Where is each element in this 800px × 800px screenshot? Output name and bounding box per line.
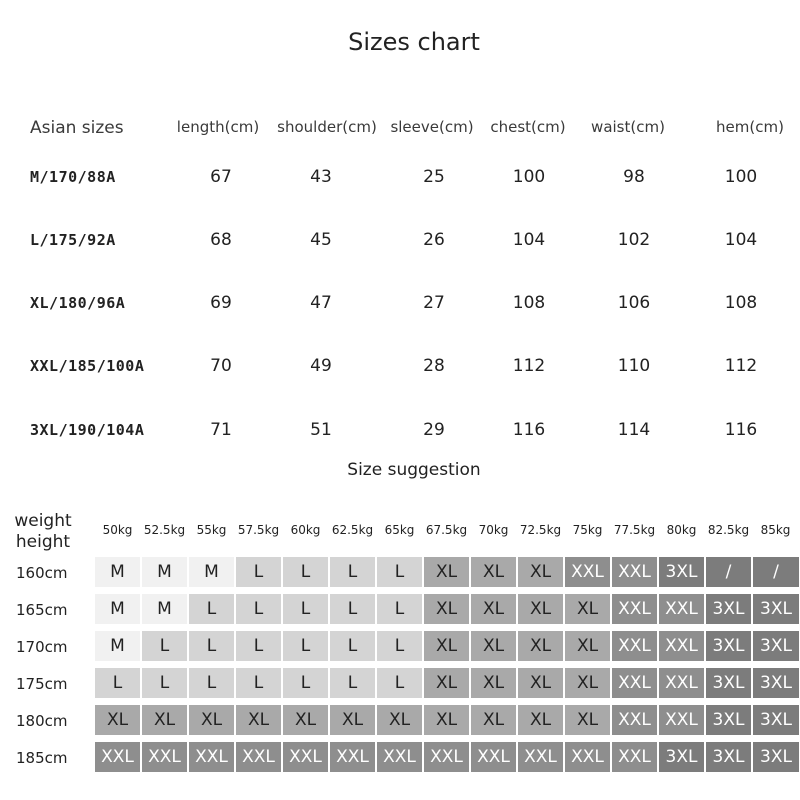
size-cell: 3XL bbox=[658, 741, 705, 773]
size-cell: XL bbox=[517, 667, 564, 699]
column-header: shoulder(cm) bbox=[277, 118, 377, 136]
size-cell: XL bbox=[564, 630, 611, 662]
size-cell: XL bbox=[564, 593, 611, 625]
size-cell: XL bbox=[564, 704, 611, 736]
table-cell: 25 bbox=[423, 167, 445, 187]
column-header: waist(cm) bbox=[591, 118, 665, 136]
weight-header: 82.5kg bbox=[707, 523, 750, 537]
size-cell: XXL bbox=[564, 556, 611, 588]
weight-header: 77.5kg bbox=[613, 523, 656, 537]
size-cell: XXL bbox=[611, 704, 658, 736]
column-header: hem(cm) bbox=[716, 118, 784, 136]
size-cell: M bbox=[188, 556, 235, 588]
table-cell: 43 bbox=[310, 167, 332, 187]
size-cell: XL bbox=[470, 630, 517, 662]
size-cell: 3XL bbox=[752, 667, 800, 699]
size-cell: XL bbox=[517, 593, 564, 625]
size-cell: L bbox=[282, 667, 329, 699]
size-cell: XXL bbox=[470, 741, 517, 773]
size-cell: M bbox=[94, 556, 141, 588]
size-cell: XL bbox=[423, 667, 470, 699]
size-cell: XXL bbox=[611, 741, 658, 773]
size-cell: XXL bbox=[376, 741, 423, 773]
size-cell: XXL bbox=[282, 741, 329, 773]
size-label: XL/180/96A bbox=[30, 294, 126, 312]
size-cell: M bbox=[141, 556, 188, 588]
size-cell: XL bbox=[423, 593, 470, 625]
size-cell: M bbox=[94, 630, 141, 662]
table-cell: 98 bbox=[623, 167, 645, 187]
size-cell: XL bbox=[564, 667, 611, 699]
size-label: L/175/92A bbox=[30, 231, 116, 249]
size-cell: 3XL bbox=[752, 741, 800, 773]
size-cell: XXL bbox=[564, 741, 611, 773]
table-cell: 104 bbox=[512, 230, 546, 250]
table-cell: 26 bbox=[423, 230, 445, 250]
weight-header: 75kg bbox=[572, 523, 603, 537]
table-cell: 104 bbox=[724, 230, 758, 250]
weight-header: 72.5kg bbox=[519, 523, 562, 537]
height-header: 180cm bbox=[16, 712, 68, 730]
weight-header: 80kg bbox=[666, 523, 697, 537]
size-cell: XL bbox=[470, 593, 517, 625]
size-cell: 3XL bbox=[752, 630, 800, 662]
size-cell: XL bbox=[470, 556, 517, 588]
size-cell: XL bbox=[470, 667, 517, 699]
size-label: XXL/185/100A bbox=[30, 357, 145, 375]
weight-header: 57.5kg bbox=[237, 523, 280, 537]
size-cell: L bbox=[141, 630, 188, 662]
size-cell: L bbox=[141, 667, 188, 699]
size-cell: XXL bbox=[611, 667, 658, 699]
height-header: 165cm bbox=[16, 601, 68, 619]
size-cell: XXL bbox=[611, 593, 658, 625]
size-cell: XXL bbox=[188, 741, 235, 773]
size-cell: XL bbox=[517, 556, 564, 588]
weight-header: 67.5kg bbox=[425, 523, 468, 537]
size-cell: L bbox=[329, 630, 376, 662]
size-cell: XL bbox=[517, 704, 564, 736]
table-cell: 68 bbox=[210, 230, 232, 250]
size-cell: XXL bbox=[658, 593, 705, 625]
size-cell: L bbox=[94, 667, 141, 699]
table-cell: 114 bbox=[617, 420, 651, 440]
size-cell: 3XL bbox=[705, 630, 752, 662]
size-cell: L bbox=[329, 593, 376, 625]
height-header: 160cm bbox=[16, 564, 68, 582]
size-cell: L bbox=[235, 630, 282, 662]
size-cell: L bbox=[188, 630, 235, 662]
weight-header: 70kg bbox=[478, 523, 509, 537]
size-cell: 3XL bbox=[705, 593, 752, 625]
size-cell: L bbox=[329, 556, 376, 588]
size-cell: XXL bbox=[235, 741, 282, 773]
size-cell: 3XL bbox=[705, 741, 752, 773]
table-cell: 112 bbox=[724, 356, 758, 376]
weight-header: 52.5kg bbox=[143, 523, 186, 537]
size-cell: XL bbox=[517, 630, 564, 662]
size-cell: XXL bbox=[329, 741, 376, 773]
size-cell: 3XL bbox=[752, 593, 800, 625]
suggestion-title: Size suggestion bbox=[347, 460, 481, 480]
table-cell: 67 bbox=[210, 167, 232, 187]
weight-header: 55kg bbox=[196, 523, 227, 537]
table-cell: 49 bbox=[310, 356, 332, 376]
size-cell: XL bbox=[423, 630, 470, 662]
column-header: sleeve(cm) bbox=[390, 118, 474, 136]
weight-label: weight bbox=[14, 511, 72, 531]
table-cell: 100 bbox=[724, 167, 758, 187]
table-cell: 108 bbox=[512, 293, 546, 313]
size-cell: L bbox=[282, 630, 329, 662]
column-header: length(cm) bbox=[176, 118, 260, 136]
size-cell: XXL bbox=[611, 630, 658, 662]
size-cell: XXL bbox=[517, 741, 564, 773]
size-cell: 3XL bbox=[658, 556, 705, 588]
weight-header: 50kg bbox=[102, 523, 133, 537]
column-header: chest(cm) bbox=[490, 118, 566, 136]
size-cell: / bbox=[705, 556, 752, 588]
size-cell: L bbox=[376, 667, 423, 699]
size-cell: L bbox=[235, 556, 282, 588]
size-cell: 3XL bbox=[705, 704, 752, 736]
size-cell: 3XL bbox=[705, 667, 752, 699]
size-cell: XL bbox=[423, 704, 470, 736]
size-cell: XXL bbox=[658, 630, 705, 662]
table-cell: 70 bbox=[210, 356, 232, 376]
height-label: height bbox=[15, 532, 71, 552]
size-cell: XL bbox=[94, 704, 141, 736]
table-cell: 116 bbox=[512, 420, 546, 440]
table-cell: 100 bbox=[512, 167, 546, 187]
size-cell: XL bbox=[235, 704, 282, 736]
height-header: 170cm bbox=[16, 638, 68, 656]
size-cell: XL bbox=[329, 704, 376, 736]
table-cell: 28 bbox=[423, 356, 445, 376]
height-header: 185cm bbox=[16, 749, 68, 767]
size-cell: XXL bbox=[658, 704, 705, 736]
table-cell: 47 bbox=[310, 293, 332, 313]
size-label: M/170/88A bbox=[30, 168, 116, 186]
size-cell: / bbox=[752, 556, 800, 588]
size-cell: L bbox=[235, 593, 282, 625]
size-cell: XL bbox=[141, 704, 188, 736]
size-cell: L bbox=[282, 593, 329, 625]
table-cell: 29 bbox=[423, 420, 445, 440]
size-cell: XL bbox=[470, 704, 517, 736]
weight-header: 60kg bbox=[290, 523, 321, 537]
weight-header: 62.5kg bbox=[331, 523, 374, 537]
size-cell: XL bbox=[282, 704, 329, 736]
size-cell: M bbox=[141, 593, 188, 625]
table-cell: 116 bbox=[724, 420, 758, 440]
size-cell: L bbox=[376, 556, 423, 588]
page-title: Sizes chart bbox=[348, 28, 480, 56]
height-header: 175cm bbox=[16, 675, 68, 693]
size-cell: XXL bbox=[658, 667, 705, 699]
table-cell: 45 bbox=[310, 230, 332, 250]
table-cell: 106 bbox=[617, 293, 651, 313]
size-cell: XL bbox=[423, 556, 470, 588]
size-cell: XXL bbox=[94, 741, 141, 773]
size-cell: XL bbox=[188, 704, 235, 736]
table-cell: 51 bbox=[310, 420, 332, 440]
weight-header: 85kg bbox=[760, 523, 791, 537]
weight-header: 65kg bbox=[384, 523, 415, 537]
size-cell: L bbox=[329, 667, 376, 699]
table-cell: 102 bbox=[617, 230, 651, 250]
table-cell: 71 bbox=[210, 420, 232, 440]
size-cell: 3XL bbox=[752, 704, 800, 736]
table-cell: 27 bbox=[423, 293, 445, 313]
size-label: 3XL/190/104A bbox=[30, 421, 145, 439]
size-cell: L bbox=[188, 667, 235, 699]
size-cell: XXL bbox=[141, 741, 188, 773]
size-cell: L bbox=[188, 593, 235, 625]
size-cell: XXL bbox=[611, 556, 658, 588]
table-cell: 69 bbox=[210, 293, 232, 313]
size-cell: M bbox=[94, 593, 141, 625]
size-cell: L bbox=[376, 593, 423, 625]
table-cell: 110 bbox=[617, 356, 651, 376]
size-cell: L bbox=[376, 630, 423, 662]
size-cell: L bbox=[282, 556, 329, 588]
column-header-size: Asian sizes bbox=[30, 118, 124, 138]
size-cell: L bbox=[235, 667, 282, 699]
table-cell: 112 bbox=[512, 356, 546, 376]
size-cell: XL bbox=[376, 704, 423, 736]
size-cell: XXL bbox=[423, 741, 470, 773]
table-cell: 108 bbox=[724, 293, 758, 313]
